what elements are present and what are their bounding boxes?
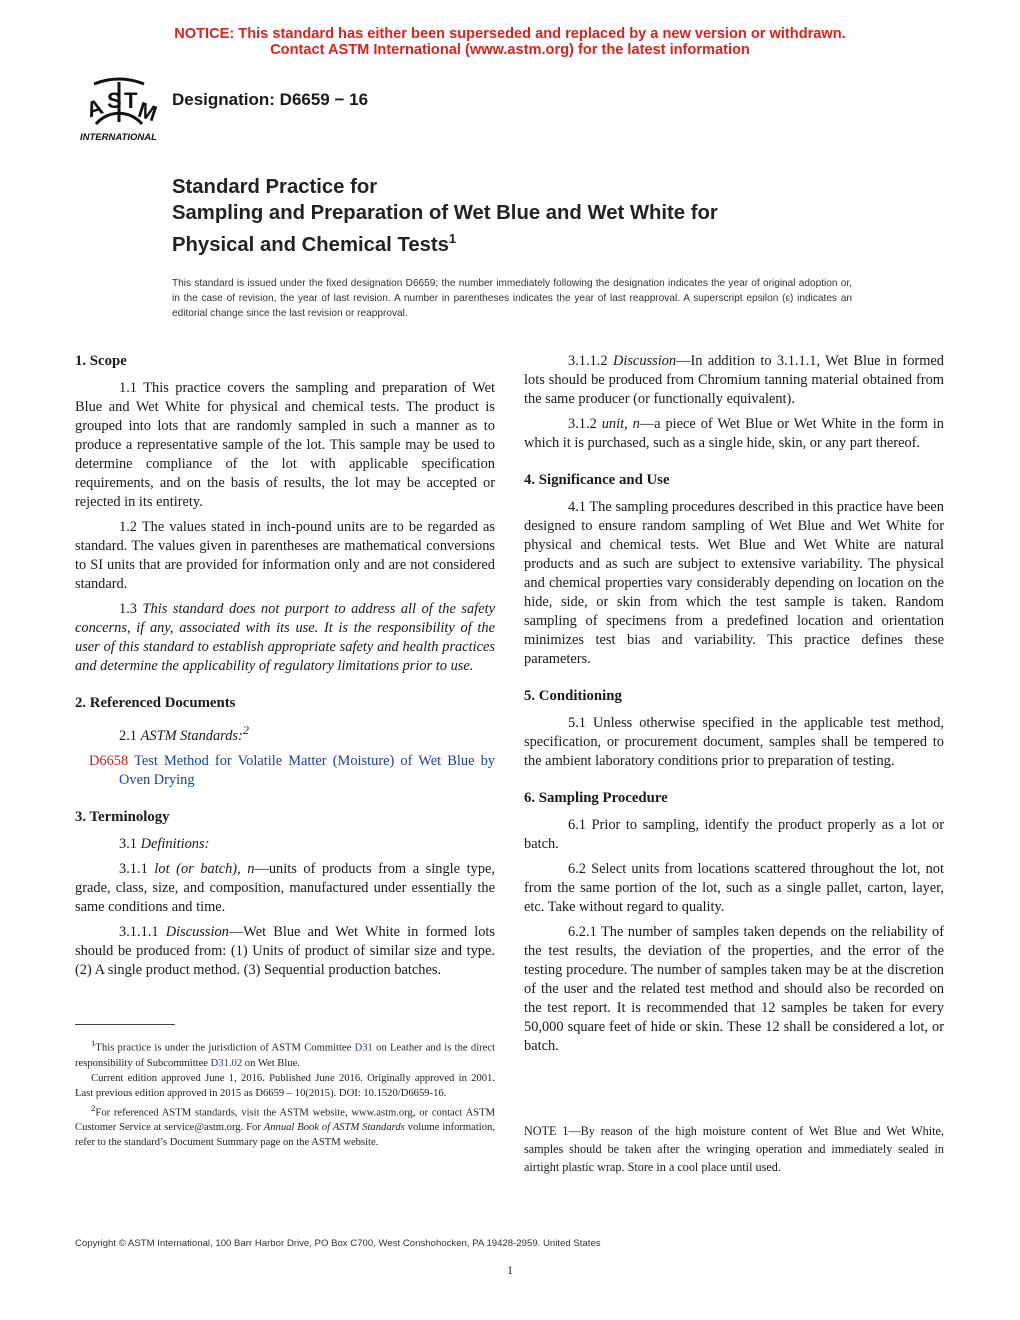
section-heading-scope: 1. Scope xyxy=(75,353,127,369)
subcommittee-link[interactable]: D31.02 xyxy=(210,1057,243,1069)
para-4-1: 4.1 The sampling procedures described in this practice have been designed to ensure random sampling of Wet Blue and Wet White for physical and chemical tests. Wet Blue and Wet White are natural products and as such are subject to extensive variability. The physical and chemical properties vary considerably depending on location on the hide, side, or skin from which the test sample is taken. Random sampling of specimens from a predefined location and orientation minimizes test bias and variability. This practice defines these parameters. xyxy=(524,499,944,667)
ref-code-link[interactable]: D6658 xyxy=(89,752,129,769)
notice-line-1: NOTICE: This standard has either been superseded and replaced by a new version or withdrawn. xyxy=(174,26,846,42)
ref-title-link[interactable]: Test Method for Volatile Matter (Moisture) of Wet Blue by Oven Drying xyxy=(119,752,495,788)
svg-text:M: M xyxy=(134,96,161,127)
para-5-1: 5.1 Unless otherwise specified in the applicable test method, specification, or procurement document, samples shall be tempered to the ambient laboratory conditions prior to preparation of testing. xyxy=(524,715,944,769)
copyright-line: Copyright © ASTM International, 100 Barr Harbor Drive, PO Box C700, West Conshohocken, PA 19428-2959. United States xyxy=(75,1238,601,1249)
footnote-divider xyxy=(75,1024,175,1025)
section-heading-terminology: 3. Terminology xyxy=(75,808,170,825)
section-heading-significance: 4. Significance and Use xyxy=(524,472,670,488)
note-1 xyxy=(524,1122,944,1176)
note-text: —By reason of the high moisture content of Wet Blue and Wet White, samples should be taken after the wringing operation and immediately sealed in airtight plastic wrap. Store in a cool place until used. xyxy=(524,1124,944,1174)
referenced-standard-d6658[interactable] xyxy=(89,752,495,790)
para-1-3: 1.3 This standard does not purport to address all of the safety concerns, if any, associated with its use. It is the responsibility of the user of this standard to establish appropriate safety and health practices and determine the applicability of regulatory limitations prior to use. xyxy=(75,601,495,674)
para-3-1-1: 3.1.1 lot (or batch), n—units of products from a single type, grade, class, size, and composition, manufactured under essentially the same conditions and time. xyxy=(75,860,495,915)
section-heading-conditioning: 5. Conditioning xyxy=(524,688,622,704)
footnote-1-edition: Current edition approved June 1, 2016. Published June 2016. Originally approved in 2001. Last previous edition approved in 2015 as D6659 – 10(2015). DOI: 10.1520/D6659-16. xyxy=(75,1072,495,1099)
notice-line-2: Contact ASTM International (www.astm.org) for the latest information xyxy=(270,42,750,58)
committee-link[interactable]: D31 xyxy=(354,1042,373,1054)
footnote-1: $^1$This practice is under the jurisdiction of ASTM Committee D31 on Leather and is the direct responsibility of Subcommittee D31.02 on Wet Blue. xyxy=(75,1038,496,1069)
logo-sub: INTERNATIONAL xyxy=(80,132,157,143)
page-number: 1 xyxy=(507,1263,513,1277)
para-1-1: 1.1 This practice covers the sampling and preparation of Wet Blue and Wet White for physical and chemical tests. The product is grouped into lots that are randomly sampled in such a manner as to produce a representative sample of the lot. This sample may be used to determine compliance of the lot with applicable specification requirements, and on the basis of results, the lot may be accepted or rejected in its entirety. xyxy=(75,380,495,510)
section-heading-sampling-procedure: 6. Sampling Procedure xyxy=(524,790,668,806)
para-2-1: 2.1 ASTM Standards:$^2$ xyxy=(119,723,249,744)
svg-text:S: S xyxy=(107,88,122,113)
title-line-2: Sampling and Preparation of Wet Blue and Wet White for xyxy=(172,202,718,224)
astm-logo xyxy=(74,72,164,144)
para-3-1-2: 3.1.2 unit, n—a piece of Wet Blue or Wet White in the form in which it is purchased, such as a single hide, skin, or any part thereof. xyxy=(524,416,944,451)
preamble: This standard is issued under the fixed designation D6659; the number immediately following the designation indicates the year of original adoption or, in the case of revision, the year of last revision. A number in parentheses indicates the year of last reapproval. A superscript epsilon (ε) indicates an editorial change since the last revision or reapproval. xyxy=(172,278,852,319)
footnotes xyxy=(75,1036,495,1150)
section-heading-referenced-documents: 2. Referenced Documents xyxy=(75,695,236,711)
title-footnote-ref[interactable]: 1 xyxy=(448,231,457,246)
note-label: NOTE 1 xyxy=(524,1124,569,1138)
supersede-notice xyxy=(0,26,1020,58)
footnote-2: $^2$For referenced ASTM standards, visit the ASTM website, www.astm.org, or contact ASTM Customer Service at service@astm.org. For Annual Book of ASTM Standards volume information, refer to the standard’s Document Summary page on the ASTM website. xyxy=(75,1102,495,1149)
designation: Designation: D6659 − 16 xyxy=(172,90,369,109)
para-6-2: 6.2 Select units from locations scattered throughout the lot, not from the same portion of the lot, such as a single pallet, carton, layer, etc. Take without regard to quality. xyxy=(524,861,944,915)
para-3-1-1-1: 3.1.1.1 Discussion—Wet Blue and Wet White in formed lots should be produced from: (1) Units of product of similar size and type. (2) A single product method. (3) Sequential production batches. xyxy=(75,923,495,978)
para-6-1: 6.1 Prior to sampling, identify the product properly as a lot or batch. xyxy=(524,817,944,852)
document-title xyxy=(172,174,718,258)
title-line-3: Physical and Chemical Tests xyxy=(172,233,449,256)
svg-text:T: T xyxy=(124,88,138,113)
svg-text:A: A xyxy=(83,93,107,123)
para-6-2-1: 6.2.1 The number of samples taken depends on the reliability of the test results, the deviation of the properties, and the error of the testing procedure. The number of samples taken may be at the discretion of the user and the related test method and should also be recorded on the test report. It is recommended that 12 samples be taken for every 50,000 square feet of hide or skin. These 12 shall be considered a lot, or batch. xyxy=(524,924,944,1054)
right-column xyxy=(524,352,944,1062)
left-column xyxy=(75,352,495,986)
para-3-1: 3.1 Definitions: xyxy=(119,835,210,852)
title-line-1: Standard Practice for xyxy=(172,176,378,198)
para-1-2: 1.2 The values stated in inch-pound units are to be regarded as standard. The values given in parentheses are mathematical conversions to SI units that are provided for information only and are not considered standard. xyxy=(75,519,495,592)
para-3-1-1-2: 3.1.1.2 Discussion—In addition to 3.1.1.1, Wet Blue in formed lots should be produced from Chromium tanning material obtained from the same producer (or functionally equivalent). xyxy=(524,353,944,407)
